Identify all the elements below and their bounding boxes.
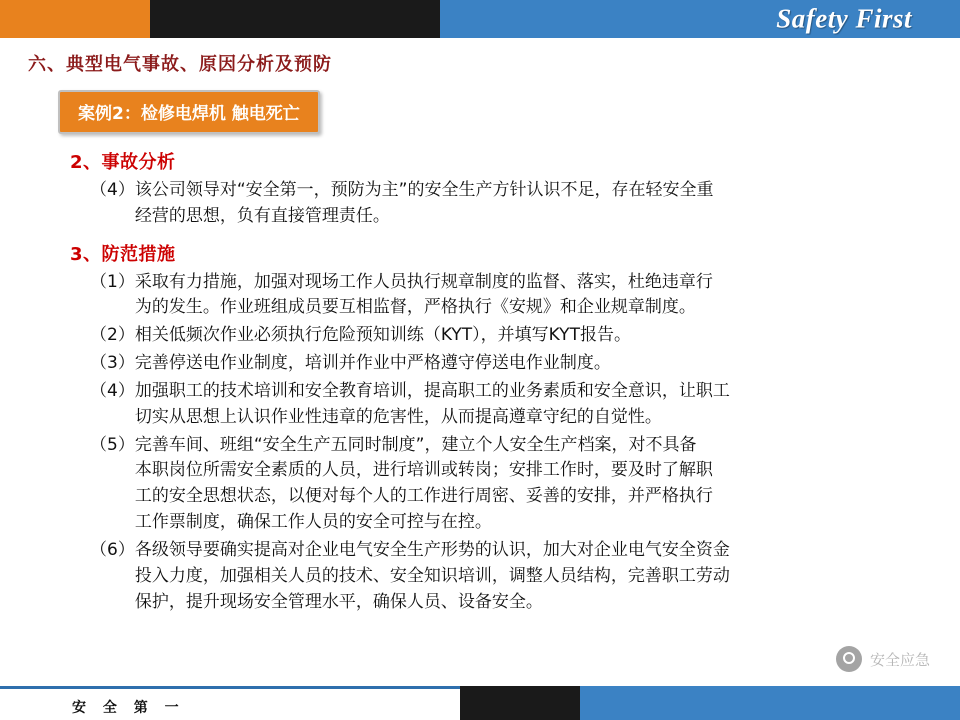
list-item-text: [135, 323, 932, 349]
text-line: 工的安全思想状态，以便对每个人的工作进行周密、妥善的安排，并严格执行: [134, 486, 713, 507]
list-item-text: [135, 178, 932, 230]
list-item-number: （4）: [90, 380, 135, 401]
top-banner-orange-segment: [0, 0, 150, 38]
bottom-banner-white-segment: [0, 686, 460, 720]
circle-logo-icon: [836, 646, 862, 672]
list-item-number: （3）: [90, 353, 135, 374]
watermark: [836, 646, 930, 672]
list-item-text: [135, 379, 932, 431]
list-item-number: （6）: [90, 539, 135, 560]
text-line: 切实从思想上认识作业性违章的危害性，从而提高遵章守纪的自觉性。: [134, 406, 662, 427]
top-banner: [0, 0, 960, 38]
bottom-banner-black-segment: [460, 686, 580, 720]
list-item: [90, 270, 932, 322]
text-line: 各级领导要确实提高对企业电气安全生产形势的认识，加大对企业电气安全资金: [134, 539, 730, 560]
list-item-text: [135, 433, 932, 536]
list-item-number: （1）: [90, 271, 135, 292]
list-item: [90, 379, 932, 431]
list-item: [90, 178, 932, 230]
text-line: 为的发生。作业班组成员要互相监督，严格执行《安规》和企业规章制度。: [134, 297, 696, 318]
list-item: [90, 351, 932, 377]
slide-content: [0, 142, 960, 617]
list-item: [90, 538, 932, 615]
text-line: 完善车间、班组“安全生产五同时制度”，建立个人安全生产档案，对不具备: [134, 434, 697, 455]
text-line: 该公司领导对“安全第一，预防为主”的安全生产方针认识不足，存在轻安全重: [134, 180, 714, 200]
text-line: 采取有力措施，加强对现场工作人员执行规章制度的监督、落实，杜绝违章行: [134, 271, 713, 292]
text-line: 工作票制度，确保工作人员的安全可控与在控。: [134, 512, 492, 533]
presentation-title: Safety First: [776, 3, 912, 34]
section-heading: 六、典型电气事故、原因分析及预防: [28, 54, 332, 75]
list-item-number: （2）: [90, 325, 135, 346]
text-line: 保护，提升现场安全管理水平，确保人员、设备安全。: [134, 591, 543, 612]
watermark-label: 安全应急: [869, 650, 930, 669]
list-item-text: [135, 538, 932, 615]
list-item-text: [135, 270, 932, 322]
text-line: 加强职工的技术培训和安全教育培训，提高职工的业务素质和安全意识，让职工: [134, 380, 730, 401]
top-banner-black-segment: [150, 0, 440, 38]
text-line: 投入力度，加强相关人员的技术、安全知识培训，调整人员结构，完善职工劳动: [134, 565, 730, 586]
list-item: [90, 433, 932, 536]
text-line: 相关低频次作业必须执行危险预知训练（KYT），并填写KYT报告。: [134, 325, 631, 346]
text-line: 本职岗位所需安全素质的人员，进行培训或转岗；安排工作时，要及时了解职: [134, 460, 713, 481]
list-item: [90, 323, 932, 349]
bottom-banner-blue-segment: [580, 686, 960, 720]
bottom-banner: [0, 686, 960, 720]
list-item-number: （5）: [90, 434, 135, 455]
list-item-text: [135, 351, 932, 377]
top-banner-blue-segment: [440, 0, 960, 38]
footer-text: 安 全 第 一: [72, 700, 185, 716]
case-banner-label: 案例2：检修电焊机 触电死亡: [58, 90, 320, 134]
list-item-number: （4）: [90, 180, 135, 200]
text-line: 完善停送电作业制度，培训并作业中严格遵守停送电作业制度。: [134, 353, 611, 374]
subheading-preventive-measures: 3、防范措施: [70, 243, 176, 265]
text-line: 经营的思想，负有直接管理责任。: [134, 205, 390, 226]
subheading-accident-analysis: 2、事故分析: [70, 152, 176, 173]
